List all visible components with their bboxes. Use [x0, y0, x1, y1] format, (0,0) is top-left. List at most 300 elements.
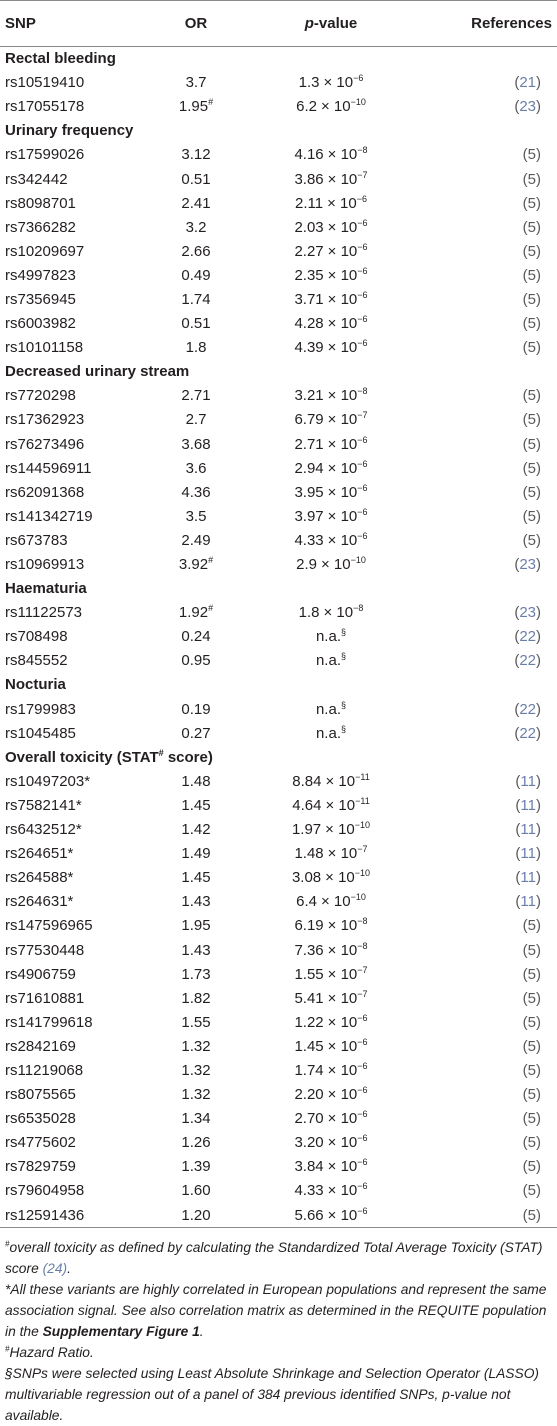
- reference-cell: (5): [522, 1158, 541, 1176]
- pvalue-cell: [242, 143, 420, 167]
- or-cell: [150, 143, 242, 167]
- reference-number: 5: [527, 965, 536, 983]
- pvalue-times-ten: × 10: [327, 1061, 358, 1079]
- or-sup: #: [208, 555, 214, 566]
- table-footnotes: [5, 1237, 550, 1426]
- pvalue-exponent: −10: [354, 868, 371, 879]
- pvalue-mantissa: 6.4: [296, 893, 317, 911]
- header-pvalue: [242, 1, 420, 47]
- pvalue-mantissa: 1.48: [294, 845, 324, 863]
- pvalue-cell: [242, 384, 420, 408]
- or-cell: [150, 962, 242, 986]
- pvalue-exponent: −11: [355, 771, 370, 782]
- pvalue-exponent: −6: [357, 1085, 368, 1096]
- pvalue-na: n.a.: [315, 652, 341, 670]
- reference-cell: (11): [515, 845, 541, 863]
- header-pvalue-p: p: [304, 15, 314, 32]
- snp-cell: rs10497203*: [5, 772, 91, 790]
- pvalue-mantissa: 3.86: [294, 170, 324, 188]
- reference-cell: (22): [514, 700, 541, 718]
- reference-cell: (5): [522, 531, 541, 549]
- or-cell: [150, 818, 242, 842]
- pvalue-exponent: −8: [357, 940, 368, 951]
- reference-number: 5: [527, 290, 536, 308]
- or-cell: [150, 384, 242, 408]
- pvalue-exponent: −8: [357, 145, 368, 156]
- pvalue-na: n.a.: [315, 628, 341, 646]
- reference-cell: (5): [522, 290, 541, 308]
- or-cell: [150, 601, 242, 625]
- pvalue-times-ten: × 10: [327, 170, 358, 188]
- table-row: [0, 456, 557, 480]
- or-value: 0.24: [181, 628, 211, 646]
- reference-cell: (11): [515, 796, 541, 814]
- footnote-ref-link[interactable]: (24): [42, 1261, 68, 1276]
- or-cell: [150, 215, 242, 239]
- table-row: [0, 818, 557, 842]
- pvalue-na: n.a.: [315, 700, 341, 718]
- snp-cell: rs62091368: [5, 483, 85, 501]
- table-row: [0, 721, 557, 745]
- or-value: 2.49: [181, 531, 211, 549]
- pvalue-exponent: −8: [353, 603, 364, 614]
- reference-number[interactable]: 11: [520, 893, 536, 911]
- pvalue-times-ten: × 10: [327, 965, 358, 983]
- snp-cell: rs8075565: [5, 1086, 76, 1104]
- or-value: 3.12: [181, 146, 211, 164]
- reference-number[interactable]: 21: [519, 74, 536, 92]
- reference-cell: (5): [522, 941, 541, 959]
- section-title: [0, 119, 557, 143]
- reference-number[interactable]: 23: [519, 98, 536, 116]
- reference-number: 5: [527, 411, 536, 429]
- pvalue-mantissa: 2.27: [294, 242, 324, 260]
- reference-number: 5: [527, 483, 536, 501]
- pvalue-times-ten: × 10: [325, 796, 356, 814]
- pvalue-exponent: −6: [357, 1157, 368, 1168]
- pvalue-na-sup: §: [341, 699, 347, 710]
- reference-cell: (5): [522, 218, 541, 236]
- pvalue-cell: [242, 697, 420, 721]
- table-row: [0, 191, 557, 215]
- or-cell: [150, 938, 242, 962]
- reference-number: 5: [527, 266, 536, 284]
- snp-cell: rs4906759: [5, 965, 76, 983]
- reference-cell: (5): [522, 459, 541, 477]
- pvalue-mantissa: 4.64: [292, 796, 322, 814]
- or-cell: [150, 1155, 242, 1179]
- pvalue-na-sup: §: [341, 723, 347, 734]
- footnote-hazard-text: Hazard Ratio.: [9, 1345, 94, 1360]
- table-row: [0, 215, 557, 239]
- pvalue-times-ten: × 10: [323, 604, 354, 622]
- snp-cell: rs79604958: [5, 1182, 85, 1200]
- pvalue-times-ten: × 10: [327, 242, 358, 260]
- table-row: [0, 625, 557, 649]
- section-title: [0, 745, 557, 769]
- reference-number: 5: [527, 339, 536, 357]
- pvalue-cell: [242, 480, 420, 504]
- pvalue-exponent: −7: [357, 964, 368, 975]
- reference-number: 5: [527, 989, 536, 1007]
- pvalue-times-ten: × 10: [327, 1110, 358, 1128]
- table-row: [0, 866, 557, 890]
- table-row: [0, 601, 557, 625]
- pvalue-times-ten: × 10: [325, 821, 355, 839]
- supplementary-figure-link[interactable]: Supplementary Figure 1: [42, 1324, 200, 1339]
- table-row: [0, 432, 557, 456]
- or-value: 1.95: [181, 917, 211, 935]
- reference-cell: (21): [514, 74, 541, 92]
- pvalue-times-ten: × 10: [327, 917, 358, 935]
- or-value: 1.82: [181, 989, 211, 1007]
- snp-cell: rs7829759: [5, 1158, 76, 1176]
- snp-cell: rs7582141*: [5, 796, 82, 814]
- reference-cell: (5): [522, 1013, 541, 1031]
- pvalue-cell: [242, 312, 420, 336]
- or-value: 1.8: [185, 339, 207, 357]
- reference-number[interactable]: 22: [519, 700, 536, 718]
- pvalue-times-ten: × 10: [327, 483, 358, 501]
- reference-number: 5: [527, 435, 536, 453]
- pvalue-times-ten: × 10: [327, 989, 358, 1007]
- pvalue-times-ten: × 10: [327, 1013, 358, 1031]
- pvalue-cell: [242, 456, 420, 480]
- pvalue-na-sup: §: [341, 627, 347, 638]
- pvalue-cell: [242, 336, 420, 360]
- table-row: [0, 263, 557, 287]
- reference-number: 5: [527, 459, 536, 477]
- table-row: [0, 143, 557, 167]
- or-cell: [150, 504, 242, 528]
- section-title: [0, 577, 557, 601]
- or-value: 1.73: [181, 965, 211, 983]
- pvalue-cell: [242, 1034, 420, 1058]
- table-row: [0, 769, 557, 793]
- pvalue-cell: [242, 938, 420, 962]
- table-row: [0, 1034, 557, 1058]
- or-cell: [150, 1010, 242, 1034]
- pvalue-exponent: −11: [355, 795, 370, 806]
- or-value: 3.7: [185, 74, 207, 92]
- section-header-row: [0, 360, 557, 384]
- or-value: 3.5: [185, 507, 207, 525]
- or-sup: #: [208, 97, 214, 108]
- or-value: 1.32: [181, 1061, 211, 1079]
- pvalue-na: n.a.: [315, 724, 341, 742]
- snp-cell: rs77530448: [5, 941, 85, 959]
- pvalue-mantissa: 5.66: [294, 1206, 324, 1224]
- or-cell: [150, 649, 242, 673]
- reference-number[interactable]: 23: [519, 556, 536, 574]
- or-value: 0.19: [181, 700, 211, 718]
- section-title-text: Decreased urinary stream: [5, 363, 190, 381]
- table-row: [0, 1083, 557, 1107]
- pvalue-exponent: −6: [357, 1036, 368, 1047]
- snp-cell: rs10209697: [5, 242, 85, 260]
- or-value: 1.45: [181, 796, 211, 814]
- or-cell: [150, 769, 242, 793]
- pvalue-mantissa: 6.2: [296, 98, 317, 116]
- pvalue-times-ten: × 10: [320, 893, 351, 911]
- section-header-row: [0, 745, 557, 769]
- or-value: 1.95: [178, 98, 209, 116]
- pvalue-times-ten: × 10: [327, 315, 358, 333]
- table-row: [0, 1203, 557, 1228]
- table-row: [0, 336, 557, 360]
- or-value: 3.68: [181, 435, 211, 453]
- reference-number: 5: [527, 941, 536, 959]
- snp-cell: rs6003982: [5, 315, 76, 333]
- reference-cell: (5): [522, 1061, 541, 1079]
- reference-number[interactable]: 11: [520, 772, 536, 790]
- section-header-row: [0, 47, 557, 71]
- or-cell: [150, 697, 242, 721]
- pvalue-times-ten: × 10: [327, 146, 358, 164]
- snp-cell: rs10101158: [5, 339, 84, 357]
- pvalue-exponent: −6: [353, 73, 364, 84]
- snp-cell: rs17599026: [5, 146, 85, 164]
- pvalue-cell: [242, 914, 420, 938]
- reference-cell: (5): [522, 507, 541, 525]
- or-value: 1.39: [181, 1158, 211, 1176]
- snp-cell: rs11122573: [5, 604, 83, 622]
- table-row: [0, 312, 557, 336]
- footnote-hazard: [5, 1342, 550, 1363]
- reference-cell: (5): [522, 411, 541, 429]
- pvalue-exponent: −6: [357, 338, 368, 349]
- table-row: [0, 1155, 557, 1179]
- pvalue-mantissa: 2.9: [296, 556, 317, 574]
- snp-cell: rs8098701: [5, 194, 76, 212]
- table-body: [0, 47, 557, 1228]
- snp-cell: rs71610881: [5, 989, 85, 1007]
- or-value: 1.20: [181, 1206, 211, 1224]
- pvalue-mantissa: 2.20: [294, 1086, 324, 1104]
- pvalue-mantissa: 7.36: [294, 941, 324, 959]
- pvalue-exponent: −10: [350, 892, 366, 903]
- table-row: [0, 649, 557, 673]
- table-header-row: [0, 1, 557, 47]
- or-value: 1.55: [181, 1013, 211, 1031]
- reference-cell: (5): [522, 965, 541, 983]
- pvalue-mantissa: 3.20: [294, 1134, 324, 1152]
- table-row: [0, 962, 557, 986]
- reference-number: 5: [527, 194, 536, 212]
- snp-cell: rs342442: [5, 170, 68, 188]
- table-row: [0, 95, 557, 119]
- pvalue-mantissa: 2.35: [294, 266, 324, 284]
- reference-cell: (5): [522, 1086, 541, 1104]
- header-snp: SNP: [0, 1, 150, 47]
- reference-number: 5: [527, 218, 536, 236]
- or-cell: [150, 528, 242, 552]
- or-cell: [150, 1058, 242, 1082]
- section-title-text: Haematuria: [5, 580, 87, 598]
- snp-cell: rs10969913: [5, 556, 85, 574]
- reference-number: 5: [527, 1037, 536, 1055]
- or-value: 3.2: [185, 218, 207, 236]
- reference-number[interactable]: 11: [520, 845, 536, 863]
- table-row: [0, 408, 557, 432]
- table-row: [0, 986, 557, 1010]
- reference-number: 5: [527, 315, 536, 333]
- or-value: 1.92: [178, 604, 209, 622]
- pvalue-cell: [242, 1083, 420, 1107]
- header-references: References: [420, 1, 557, 47]
- or-value: 0.49: [181, 266, 211, 284]
- pvalue-na-sup: §: [341, 651, 347, 662]
- or-value: 2.41: [181, 194, 211, 212]
- snp-cell: rs264651*: [5, 845, 74, 863]
- footnote-asterisk: [5, 1279, 550, 1342]
- pvalue-mantissa: 6.19: [294, 917, 324, 935]
- reference-cell: (5): [522, 989, 541, 1007]
- pvalue-mantissa: 4.28: [294, 315, 324, 333]
- pvalue-mantissa: 3.08: [291, 869, 322, 887]
- snp-cell: rs1799983: [5, 700, 76, 718]
- or-value: 0.51: [181, 170, 211, 188]
- pvalue-times-ten: × 10: [327, 1086, 358, 1104]
- pvalue-times-ten: × 10: [327, 435, 358, 453]
- reference-cell: (5): [522, 435, 541, 453]
- reference-cell: (11): [515, 772, 541, 790]
- table-row: [0, 793, 557, 817]
- snp-cell: rs2842169: [5, 1037, 76, 1055]
- pvalue-cell: [242, 649, 420, 673]
- reference-cell: (22): [514, 628, 541, 646]
- reference-cell: (5): [522, 266, 541, 284]
- reference-number[interactable]: 22: [519, 652, 536, 670]
- reference-cell: (5): [522, 483, 541, 501]
- snp-cell: rs4775602: [5, 1134, 76, 1152]
- reference-number: 5: [527, 1206, 536, 1224]
- pvalue-mantissa: 1.22: [294, 1013, 324, 1031]
- pvalue-exponent: −6: [357, 458, 368, 469]
- pvalue-cell: [242, 793, 420, 817]
- pvalue-exponent: −6: [357, 1060, 368, 1071]
- pvalue-cell: [242, 962, 420, 986]
- pvalue-exponent: −6: [356, 193, 367, 204]
- reference-number[interactable]: 11: [520, 821, 536, 839]
- pvalue-times-ten: × 10: [325, 869, 355, 887]
- pvalue-exponent: −10: [350, 97, 366, 108]
- pvalue-cell: [242, 866, 420, 890]
- pvalue-mantissa: 1.55: [294, 965, 324, 983]
- reference-cell: (5): [522, 315, 541, 333]
- pvalue-cell: [242, 504, 420, 528]
- pvalue-mantissa: 2.94: [294, 459, 324, 477]
- table-row: [0, 938, 557, 962]
- or-value: 1.43: [181, 941, 211, 959]
- reference-number: 5: [527, 917, 536, 935]
- or-value: 2.7: [185, 411, 207, 429]
- snp-cell: rs673783: [5, 531, 68, 549]
- snp-cell: rs144596911: [5, 459, 92, 477]
- pvalue-times-ten: × 10: [327, 941, 358, 959]
- pvalue-mantissa: 2.11: [295, 194, 324, 212]
- reference-cell: (5): [522, 387, 541, 405]
- reference-cell: (11): [515, 869, 541, 887]
- reference-number[interactable]: 11: [520, 869, 536, 887]
- reference-number: 5: [527, 531, 536, 549]
- reference-number[interactable]: 22: [519, 724, 536, 742]
- pvalue-cell: [242, 842, 420, 866]
- table-row: [0, 1179, 557, 1203]
- or-value: 1.32: [181, 1037, 211, 1055]
- or-cell: [150, 239, 242, 263]
- or-value: 1.74: [181, 290, 211, 308]
- or-value: 3.92: [178, 556, 209, 574]
- or-cell: [150, 986, 242, 1010]
- reference-number[interactable]: 11: [520, 796, 536, 814]
- or-value: 4.36: [181, 483, 211, 501]
- pvalue-cell: [242, 601, 420, 625]
- section-title: [0, 47, 557, 71]
- reference-cell: (5): [522, 1134, 541, 1152]
- header-or: OR: [150, 1, 242, 47]
- pvalue-exponent: −6: [357, 217, 368, 228]
- pvalue-mantissa: 4.16: [294, 146, 324, 164]
- or-cell: [150, 167, 242, 191]
- or-value: 1.32: [181, 1086, 211, 1104]
- reference-cell: (5): [522, 170, 541, 188]
- table-row: [0, 1107, 557, 1131]
- pvalue-cell: [242, 1131, 420, 1155]
- reference-cell: (22): [514, 652, 541, 670]
- reference-number[interactable]: 23: [519, 604, 536, 622]
- reference-cell: (23): [514, 98, 541, 116]
- table-row: [0, 890, 557, 914]
- pvalue-times-ten: × 10: [327, 266, 358, 284]
- or-cell: [150, 263, 242, 287]
- or-value: 1.26: [181, 1134, 211, 1152]
- section-header-row: [0, 577, 557, 601]
- section-header-row: [0, 119, 557, 143]
- table-row: [0, 552, 557, 576]
- pvalue-cell: [242, 1010, 420, 1034]
- snp-cell: rs6535028: [5, 1110, 76, 1128]
- reference-number: 5: [527, 1086, 536, 1104]
- or-cell: [150, 1179, 242, 1203]
- pvalue-times-ten: × 10: [327, 1206, 358, 1224]
- pvalue-cell: [242, 215, 420, 239]
- table-row: [0, 167, 557, 191]
- pvalue-exponent: −7: [357, 988, 368, 999]
- snp-cell: rs17362923: [5, 411, 85, 429]
- or-cell: [150, 625, 242, 649]
- or-value: 1.49: [181, 845, 211, 863]
- pvalue-times-ten: × 10: [320, 556, 351, 574]
- pvalue-mantissa: 1.74: [294, 1061, 324, 1079]
- pvalue-exponent: −6: [357, 1133, 368, 1144]
- or-value: 2.66: [181, 242, 211, 260]
- pvalue-cell: [242, 890, 420, 914]
- reference-number[interactable]: 22: [519, 628, 536, 646]
- pvalue-exponent: −6: [357, 482, 368, 493]
- snp-cell: rs17055178: [5, 98, 85, 116]
- pvalue-mantissa: 3.84: [294, 1158, 324, 1176]
- pvalue-mantissa: 8.84: [292, 772, 322, 790]
- table-row: [0, 842, 557, 866]
- pvalue-times-ten: × 10: [327, 1182, 358, 1200]
- pvalue-exponent: −10: [350, 555, 366, 566]
- pvalue-exponent: −8: [357, 916, 368, 927]
- or-value: 1.60: [181, 1182, 211, 1200]
- pvalue-exponent: −7: [357, 169, 368, 180]
- pvalue-exponent: −6: [357, 1012, 368, 1023]
- pvalue-mantissa: 6.79: [294, 411, 324, 429]
